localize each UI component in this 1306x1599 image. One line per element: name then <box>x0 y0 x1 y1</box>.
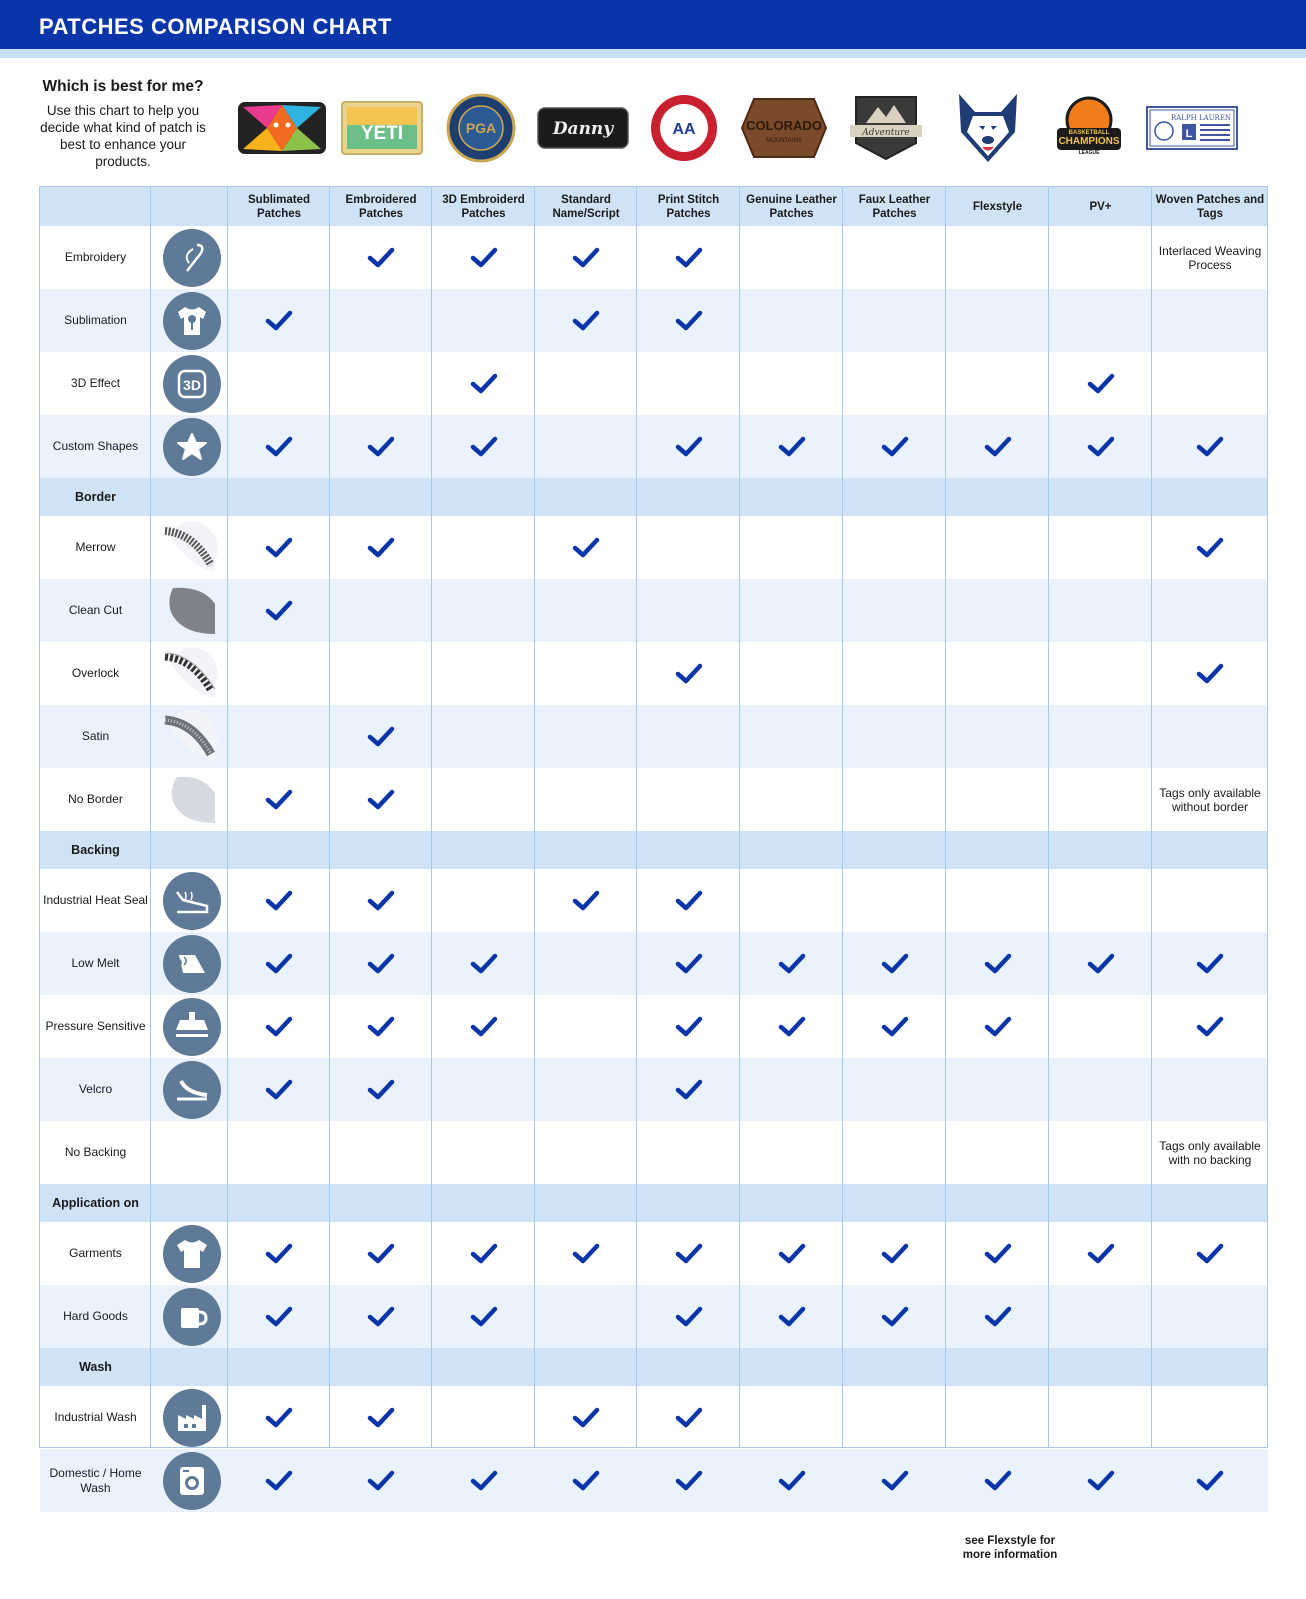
check-icon <box>367 537 395 559</box>
intro-heading: Which is best for me? <box>42 78 204 95</box>
section-row <box>40 831 1268 869</box>
grid-line <box>1048 187 1049 1448</box>
row-label: Merrow <box>75 540 116 554</box>
table-row <box>40 995 1268 1058</box>
grid-line <box>945 187 946 1448</box>
row-label: 3D Effect <box>70 376 121 390</box>
table-row <box>40 352 1268 415</box>
tshirt-icon <box>163 1225 221 1283</box>
grid-line <box>431 187 432 1448</box>
star-icon <box>163 418 221 476</box>
check-icon <box>367 1407 395 1429</box>
check-icon <box>675 1016 703 1038</box>
check-icon <box>675 1079 703 1101</box>
grid-line <box>842 187 843 1448</box>
title-bar <box>0 0 1306 49</box>
row-label: Low Melt <box>71 956 120 970</box>
row-label: Clean Cut <box>68 603 123 617</box>
check-icon <box>470 1470 498 1492</box>
check-icon <box>367 726 395 748</box>
check-icon <box>470 373 498 395</box>
flexstyle-footnote: see Flexstyle for more information <box>962 1535 1058 1561</box>
check-icon <box>470 436 498 458</box>
table-row <box>40 1449 1268 1512</box>
section-label: Border <box>75 489 116 504</box>
grid-line <box>739 187 740 1448</box>
table-row <box>40 768 1268 831</box>
check-icon <box>984 1016 1012 1038</box>
check-icon <box>265 1079 293 1101</box>
needle-icon <box>163 229 221 287</box>
check-icon <box>265 310 293 332</box>
satin-border-icon <box>163 708 221 766</box>
check-icon <box>367 1079 395 1101</box>
check-icon <box>881 1243 909 1265</box>
row-label: Industrial Heat Seal <box>43 893 148 907</box>
column-header: Print Stitch Patches <box>657 194 720 220</box>
check-icon <box>675 1306 703 1328</box>
check-icon <box>367 436 395 458</box>
row-label: Industrial Wash <box>54 1410 137 1424</box>
section-label: Wash <box>79 1359 112 1374</box>
cell-note: Tags only available with no backing <box>1159 1138 1261 1167</box>
check-icon <box>470 1243 498 1265</box>
check-icon <box>367 247 395 269</box>
table-row <box>40 1285 1268 1348</box>
champions-text: CHAMPIONS <box>1058 136 1120 147</box>
check-icon <box>572 1243 600 1265</box>
merrow-border-icon <box>163 519 221 577</box>
check-icon <box>265 600 293 622</box>
iron-icon <box>163 935 221 993</box>
title-accent-stripe <box>0 49 1306 58</box>
press-icon <box>163 998 221 1056</box>
ralph-lauren-woven-tag-image <box>1146 92 1238 164</box>
check-icon <box>675 663 703 685</box>
intro-text: Use this chart to help you decide what kind of patch is best to enhance your products. <box>40 103 206 169</box>
row-label: Domestic / Home Wash <box>49 1465 142 1495</box>
check-icon <box>675 436 703 458</box>
check-icon <box>265 789 293 811</box>
check-icon <box>265 1470 293 1492</box>
svg-text:3D: 3D <box>183 376 201 393</box>
check-icon <box>778 1016 806 1038</box>
check-icon <box>572 1470 600 1492</box>
column-header: PV+ <box>1089 201 1112 213</box>
table-row <box>40 415 1268 478</box>
row-label: Velcro <box>78 1082 113 1096</box>
check-icon <box>1196 663 1224 685</box>
check-icon <box>470 247 498 269</box>
table-row <box>40 705 1268 768</box>
check-icon <box>984 1470 1012 1492</box>
check-icon <box>265 1407 293 1429</box>
sublimated-lion-patch-image <box>236 92 328 164</box>
check-icon <box>572 537 600 559</box>
yeti-text: YETI <box>360 123 404 144</box>
check-icon <box>265 1016 293 1038</box>
section-label: Application on <box>52 1195 139 1210</box>
column-header: Sublimated Patches <box>248 194 310 220</box>
check-icon <box>367 1306 395 1328</box>
check-icon <box>778 1306 806 1328</box>
adventure-text: Adventure <box>862 128 910 138</box>
table-row <box>40 932 1268 995</box>
velcro-icon <box>163 1061 221 1119</box>
intro-block <box>38 78 208 170</box>
row-label: Hard Goods <box>63 1309 128 1323</box>
check-icon <box>984 1243 1012 1265</box>
check-icon <box>367 1016 395 1038</box>
section-label: Backing <box>71 842 120 857</box>
check-icon <box>881 1306 909 1328</box>
yeti-embroidered-patch-image <box>336 92 428 164</box>
check-icon <box>265 953 293 975</box>
grid-line <box>39 1447 1268 1448</box>
column-header: Standard Name/Script <box>552 194 620 220</box>
column-header: Woven Patches and Tags <box>1155 194 1265 220</box>
check-icon <box>265 436 293 458</box>
husky-flexstyle-patch-image <box>942 92 1034 164</box>
cell-note: Tags only available without border <box>1159 785 1261 814</box>
grid-line <box>227 187 228 1448</box>
check-icon <box>367 1470 395 1492</box>
table-row <box>40 579 1268 642</box>
grid-line <box>636 187 637 1448</box>
overlock-border-icon <box>163 645 221 703</box>
table-row <box>40 1386 1268 1449</box>
mug-icon <box>163 1288 221 1346</box>
basketball-text: BASKETBALL <box>1068 130 1110 136</box>
row-label: Overlock <box>71 666 120 680</box>
check-icon <box>1087 1470 1115 1492</box>
no-border-icon <box>163 771 221 829</box>
pga-text: PGA <box>465 120 497 136</box>
ralph-lauren-text: RALPH LAUREN <box>1170 114 1232 122</box>
row-label: Custom Shapes <box>52 439 139 453</box>
check-icon <box>881 1470 909 1492</box>
check-icon <box>778 953 806 975</box>
colorado-text: COLORADO <box>746 118 822 133</box>
check-icon <box>470 1306 498 1328</box>
colorado-leather-patch-image <box>738 92 830 164</box>
check-icon <box>572 247 600 269</box>
check-icon <box>265 537 293 559</box>
table-row <box>40 226 1268 289</box>
aa-text: AA <box>672 121 696 138</box>
check-icon <box>1196 1470 1224 1492</box>
check-icon <box>675 310 703 332</box>
check-icon <box>265 890 293 912</box>
adventure-faux-leather-patch-image <box>840 92 932 164</box>
check-icon <box>1087 1243 1115 1265</box>
check-icon <box>778 436 806 458</box>
row-label: Pressure Sensitive <box>45 1019 146 1033</box>
colorado-sub-text: MOUNTAINS <box>766 138 802 144</box>
check-icon <box>265 1306 293 1328</box>
check-icon <box>675 1243 703 1265</box>
check-icon <box>470 1016 498 1038</box>
check-icon <box>572 1407 600 1429</box>
row-label: Embroidery <box>64 250 127 264</box>
check-icon <box>572 890 600 912</box>
check-icon <box>778 1470 806 1492</box>
check-icon <box>675 953 703 975</box>
row-label: No Border <box>68 792 123 806</box>
check-icon <box>1087 373 1115 395</box>
table-row <box>40 869 1268 932</box>
check-icon <box>367 1243 395 1265</box>
table-row <box>40 516 1268 579</box>
danny-name-patch-image <box>537 92 629 164</box>
cell-note: Interlaced Weaving Process <box>1158 243 1262 272</box>
league-text: LEAGUE <box>1078 150 1100 156</box>
check-icon <box>470 953 498 975</box>
check-icon <box>984 436 1012 458</box>
row-label: No Backing <box>64 1145 127 1159</box>
check-icon <box>1196 1243 1224 1265</box>
check-icon <box>675 1470 703 1492</box>
row-label: Sublimation <box>64 313 127 327</box>
column-header: Genuine Leather Patches <box>746 194 837 220</box>
column-header: Faux Leather Patches <box>858 194 931 220</box>
check-icon <box>367 890 395 912</box>
page-title: PATCHES COMPARISON CHART <box>39 14 392 39</box>
check-icon <box>881 436 909 458</box>
table-row <box>40 642 1268 705</box>
check-icon <box>984 1306 1012 1328</box>
shirt-print-icon <box>163 292 221 350</box>
table-row <box>40 1058 1268 1121</box>
check-icon <box>675 890 703 912</box>
grid-line <box>534 187 535 1448</box>
check-icon <box>367 789 395 811</box>
check-icon <box>1196 537 1224 559</box>
check-icon <box>367 953 395 975</box>
champions-pv-patch-image <box>1043 92 1135 164</box>
check-icon <box>675 247 703 269</box>
check-icon <box>572 310 600 332</box>
clean-cut-border-icon <box>163 582 221 640</box>
danny-text: Danny <box>552 119 614 139</box>
check-icon <box>881 1016 909 1038</box>
size-text: L <box>1185 128 1193 140</box>
heat-seal-icon <box>163 872 221 930</box>
table-row <box>40 1121 1268 1184</box>
table-row <box>40 289 1268 352</box>
section-row <box>40 1184 1268 1222</box>
check-icon <box>1087 953 1115 975</box>
table-row <box>40 1222 1268 1285</box>
factory-icon <box>163 1389 221 1447</box>
3d-icon <box>163 355 221 413</box>
row-label: Satin <box>81 729 110 743</box>
check-icon <box>984 953 1012 975</box>
check-icon <box>1196 436 1224 458</box>
check-icon <box>1196 1016 1224 1038</box>
washing-machine-icon <box>163 1452 221 1510</box>
american-airlines-patch-image <box>638 92 730 164</box>
check-icon <box>881 953 909 975</box>
column-header: Flexstyle <box>972 201 1023 213</box>
grid-line <box>39 186 1268 187</box>
check-icon <box>1087 436 1115 458</box>
section-row <box>40 1348 1268 1386</box>
grid-line <box>329 187 330 1448</box>
check-icon <box>265 1243 293 1265</box>
row-label: Garments <box>69 1246 122 1260</box>
section-row <box>40 478 1268 516</box>
check-icon <box>675 1407 703 1429</box>
pga-3d-patch-image <box>435 92 527 164</box>
check-icon <box>778 1243 806 1265</box>
column-header: Embroidered Patches <box>345 194 417 220</box>
check-icon <box>1196 953 1224 975</box>
column-header: 3D Embroiderd Patches <box>442 194 525 220</box>
